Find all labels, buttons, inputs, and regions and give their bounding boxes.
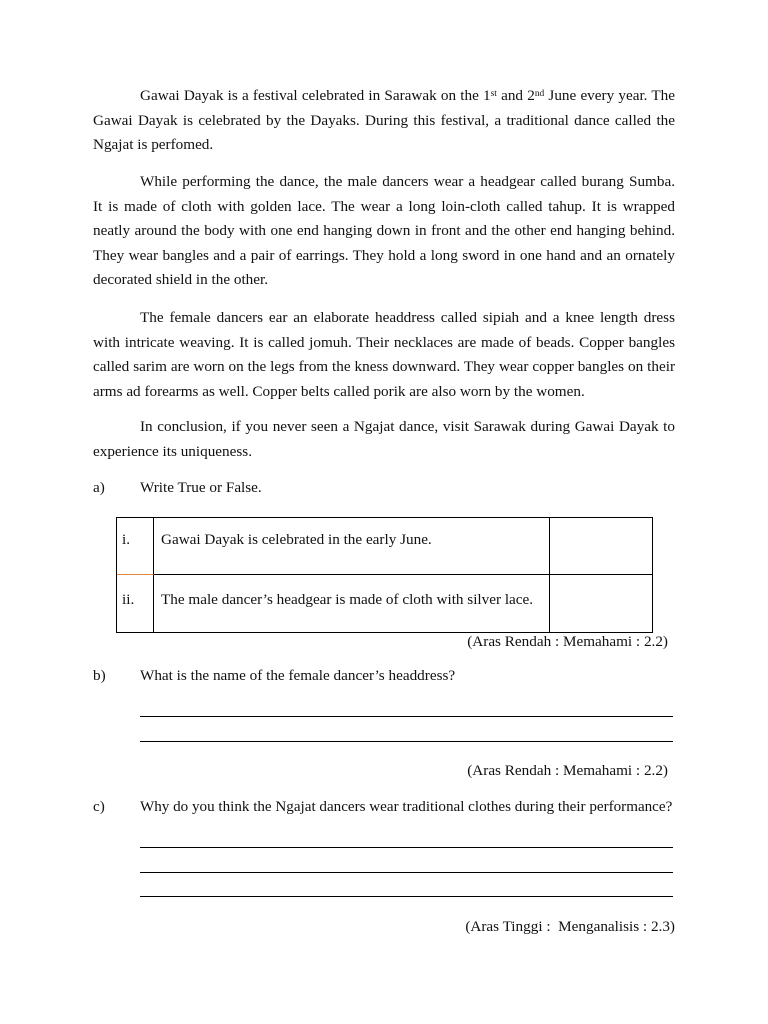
passage-paragraph	[93, 84, 675, 158]
passage-line: While performing the dance, the male dancers wear a headgear called burang Sumba.	[140, 173, 675, 190]
item-number-cell	[117, 575, 154, 632]
passage-line: It is made of cloth with golden lace. The wear a long loin-cloth called tahup. It is wrapped	[93, 197, 675, 215]
question-text: Why do you think the Ngajat dancers wear traditional clothes during their performance?	[140, 799, 673, 815]
line-text: Gawai Dayak is a festival celebrated in Sarawak on the 1	[140, 87, 491, 104]
answer-line	[140, 872, 673, 873]
answer-cell	[550, 575, 652, 632]
passage-line: experience its uniqueness.	[93, 442, 252, 460]
passage-line: called sarim are worn on the legs from the kness downward. They wear copper bangles on their	[93, 358, 675, 376]
question-c	[93, 795, 683, 820]
item-number: ii.	[122, 591, 135, 608]
ordinal-suffix: nd	[534, 88, 545, 99]
question-text: What is the name of the female dancer’s headdress?	[140, 667, 456, 684]
question-text: Write True or False.	[140, 479, 262, 496]
passage-paragraph	[93, 170, 675, 293]
passage-line: In conclusion, if you never seen a Ngajat dance, visit Sarawak during Gawai Dayak to	[140, 418, 675, 435]
statement-cell	[154, 518, 550, 575]
item-number: i.	[122, 531, 131, 548]
item-number-cell	[117, 518, 154, 575]
passage-line	[93, 84, 675, 109]
passage-line: Ngajat is perfomed.	[93, 136, 214, 154]
answer-line	[140, 847, 673, 848]
answer-line	[140, 716, 673, 717]
passage-line: The female dancers ear an elaborate headdress called sipiah and a knee length dress	[140, 309, 675, 326]
question-label: a)	[93, 479, 105, 496]
passage-line: neatly around the body with one end hanging down in front and the other end hanging behind.	[93, 222, 675, 240]
cognitive-level-note: (Aras Rendah : Memahami : 2.2)	[467, 633, 668, 650]
passage-line: They wear bangles and a pair of earrings. They hold a long sword in one hand and an ornately	[93, 246, 675, 264]
passage-line: Gawai Dayak is celebrated by the Dayaks. During this festival, a traditional dance called the	[93, 111, 675, 129]
question-a	[93, 476, 683, 501]
cognitive-level-note: (Aras Rendah : Memahami : 2.2)	[467, 762, 668, 779]
question-label: b)	[93, 667, 106, 684]
ordinal-suffix: st	[490, 88, 497, 99]
cognitive-level-note: (Aras Tinggi : Menganalisis : 2.3)	[465, 918, 675, 935]
passage-paragraph	[93, 306, 675, 404]
passage-line: arms ad forearms as well. Copper belts called porik are also worn by the women.	[93, 382, 585, 400]
true-false-table	[116, 517, 653, 633]
statement-text: Gawai Dayak is celebrated in the early June.	[161, 531, 432, 548]
answer-line	[140, 896, 673, 897]
answer-line	[140, 741, 673, 742]
passage-line: decorated shield in the other.	[93, 271, 269, 289]
statement-cell	[154, 575, 550, 632]
statement-text: The male dancer’s headgear is made of cloth with silver lace.	[161, 591, 534, 608]
question-label: c)	[93, 798, 105, 815]
line-text: June every year. The	[544, 87, 675, 104]
line-text: and 2	[496, 87, 535, 104]
passage-line: with intricate weaving. It is called jomuh. Their necklaces are made of beads. Copper bangles	[93, 333, 675, 351]
answer-cell	[550, 518, 652, 575]
question-b	[93, 664, 683, 689]
passage-paragraph	[93, 415, 675, 464]
